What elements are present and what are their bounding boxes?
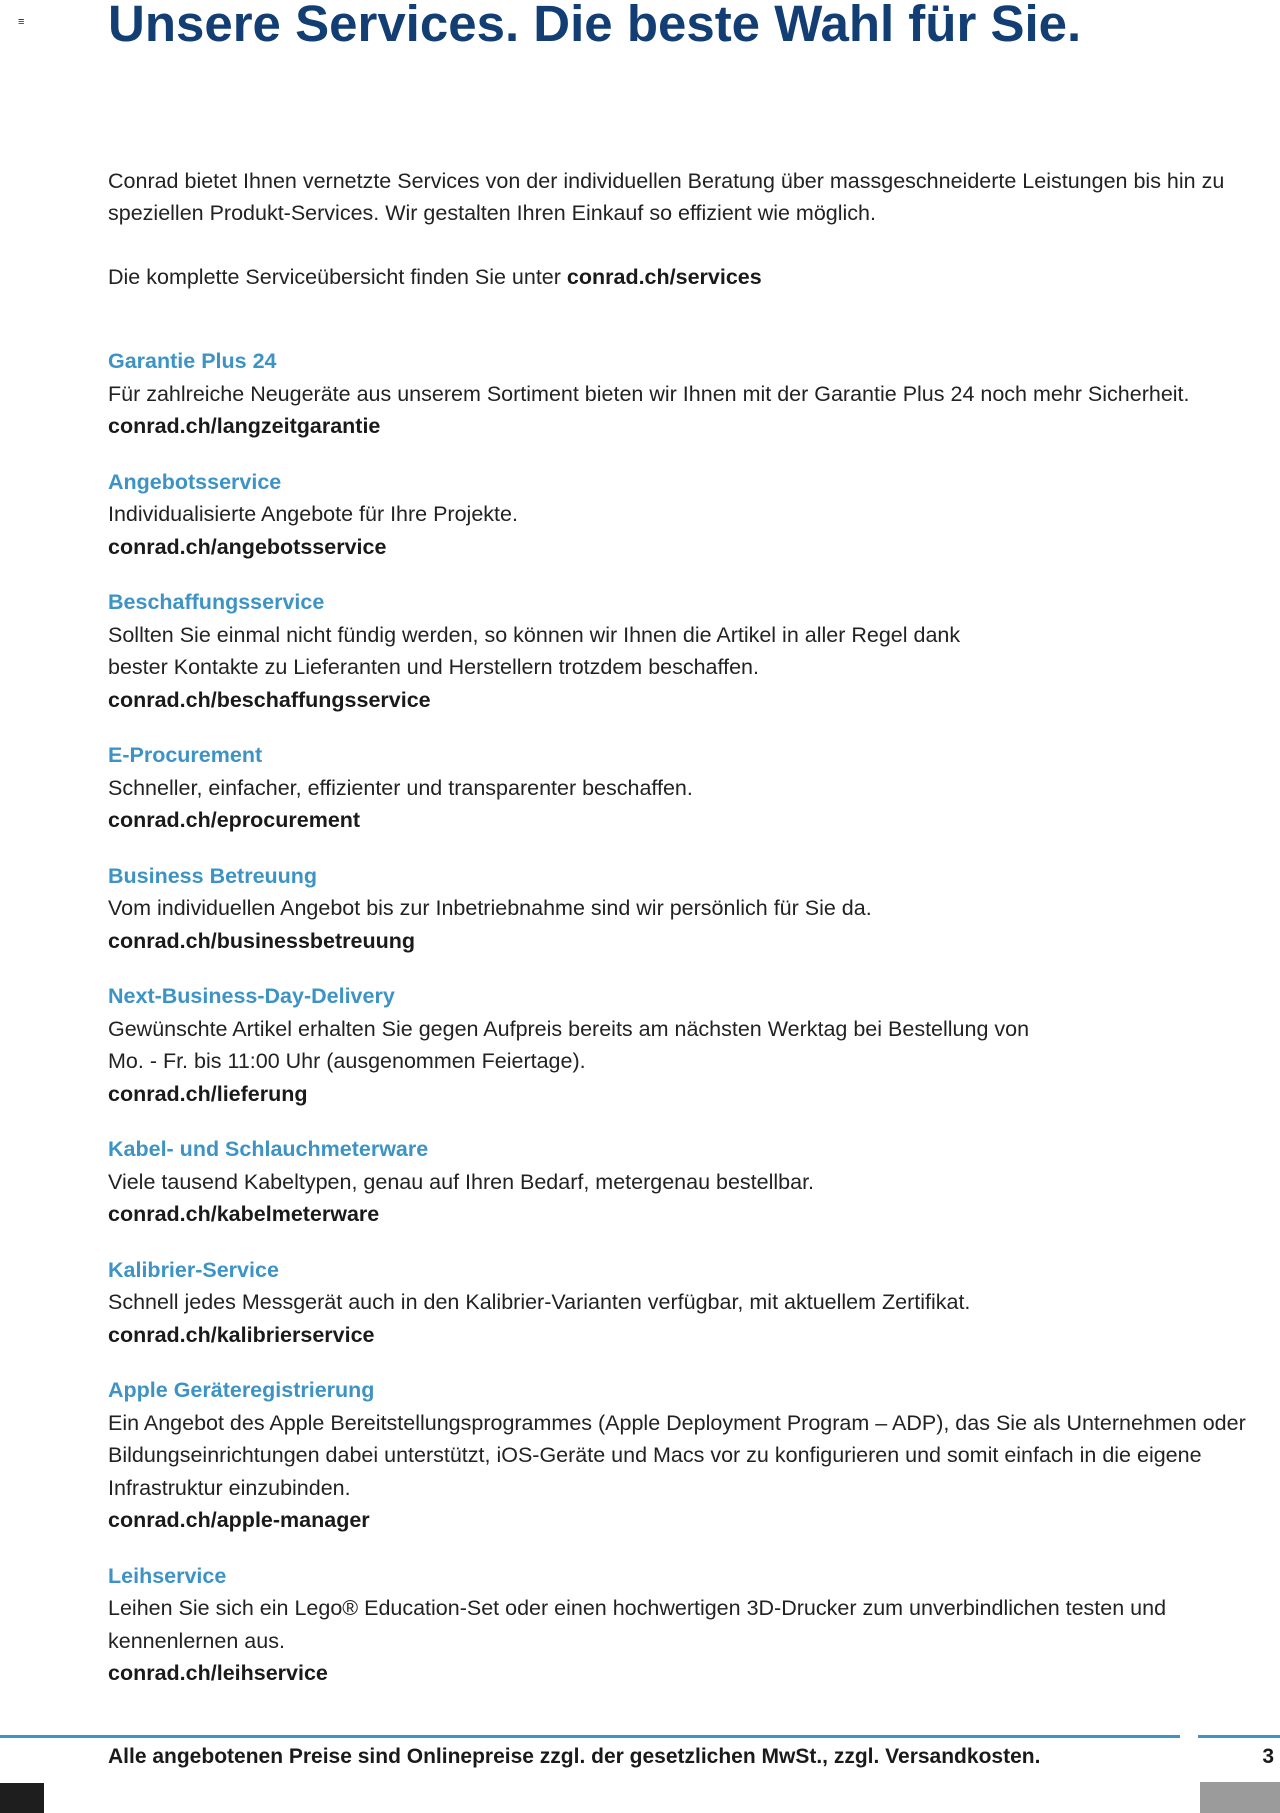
service-title: Kabel- und Schlauchmeterware <box>108 1137 429 1161</box>
service-link[interactable]: conrad.ch/apple-manager <box>108 1508 370 1532</box>
service-link[interactable]: conrad.ch/kabelmeterware <box>108 1202 380 1226</box>
service-item <box>108 1254 1278 1352</box>
service-description: Ein Angebot des Apple Bereitstellungsprogrammes (Apple Deployment Program – ADP), das Sie als Unternehmen oder Bildungseinrichtungen dabei unterstützt, iOS-Geräte und Macs vor zu konfigurieren und somit einfach in die eigene Infrastruktur einzubinden. <box>108 1410 1246 1500</box>
footer-divider <box>0 1735 1180 1738</box>
services-list <box>108 345 1278 1713</box>
service-description: Für zahlreiche Neugeräte aus unserem Sortiment bieten wir Ihnen mit der Garantie Plus 24 noch mehr Sicherheit. <box>108 381 1190 406</box>
service-item <box>108 739 1278 837</box>
corner-mark-left <box>0 1783 44 1813</box>
service-title: Apple Geräteregistrierung <box>108 1378 375 1402</box>
service-link[interactable]: conrad.ch/angebotsservice <box>108 534 387 559</box>
overview-line <box>108 261 1278 293</box>
service-item <box>108 466 1278 564</box>
service-title: Business Betreuung <box>108 863 318 888</box>
service-link[interactable]: conrad.ch/businessbetreuung <box>108 928 416 953</box>
intro-section <box>108 165 1278 293</box>
service-title: Beschaffungsservice <box>108 590 325 614</box>
footer-note: Alle angebotenen Preise sind Onlinepreise zzgl. der gesetzlichen MwSt., zzgl. Versandkosten. <box>108 1745 1041 1768</box>
services-link[interactable]: conrad.ch/services <box>566 265 762 289</box>
service-title: Next-Business-Day-Delivery <box>108 984 395 1008</box>
intro-text: Conrad bietet Ihnen vernetzte Services von der individuellen Beratung über massgeschneiderte Leistungen bis hin zu speziellen Produkt-Services. Wir gestalten Ihren Einkauf so effizient wie möglich. <box>108 169 1225 225</box>
service-item <box>108 1374 1278 1537</box>
service-description: Gewünschte Artikel erhalten Sie gegen Aufpreis bereits am nächsten Werktag bei Bestellung von Mo. - Fr. bis 11:00 Uhr (ausgenommen Feiertage). <box>108 1016 1030 1073</box>
service-title: Leihservice <box>108 1563 227 1588</box>
service-title: Garantie Plus 24 <box>108 349 277 373</box>
service-link[interactable]: conrad.ch/beschaffungsservice <box>108 687 431 712</box>
service-item <box>108 345 1278 443</box>
service-link[interactable]: conrad.ch/eprocurement <box>108 808 361 832</box>
page-title: Unsere Services. Die beste Wahl für Sie. <box>108 0 1082 52</box>
service-title: Kalibrier-Service <box>108 1257 279 1282</box>
service-description: Viele tausend Kabeltypen, genau auf Ihren Bedarf, metergenau bestellbar. <box>108 1169 815 1194</box>
service-description: Individualisierte Angebote für Ihre Projekte. <box>108 502 518 526</box>
service-item <box>108 980 1278 1110</box>
service-item <box>108 860 1278 958</box>
service-description: Schnell jedes Messgerät auch in den Kalibrier-Varianten verfügbar, mit aktuellem Zertifikat. <box>108 1290 971 1314</box>
service-item <box>108 1133 1278 1231</box>
service-link[interactable]: conrad.ch/leihservice <box>108 1661 328 1685</box>
service-item <box>108 586 1278 716</box>
service-description: Schneller, einfacher, effizienter und transparenter beschaffen. <box>108 775 693 800</box>
corner-mark-right <box>1200 1782 1280 1813</box>
page-number: 3 <box>1262 1745 1274 1768</box>
service-description: Sollten Sie einmal nicht fündig werden, so können wir Ihnen die Artikel in aller Regel dank bester Kontakte zu Lieferanten und Herstellern trotzdem beschaffen. <box>108 622 961 679</box>
service-title: Angebotsservice <box>108 469 282 494</box>
service-link[interactable]: conrad.ch/lieferung <box>108 1081 308 1106</box>
menu-icon[interactable]: ≡ <box>18 16 25 28</box>
service-description: Vom individuellen Angebot bis zur Inbetriebnahme sind wir persönlich für Sie da. <box>108 896 872 920</box>
overview-text: Die komplette Serviceübersicht finden Sie unter <box>108 265 567 289</box>
service-description: Leihen Sie sich ein Lego® Education-Set oder einen hochwertigen 3D-Drucker zum unverbindlichen testen und kennenlernen aus. <box>108 1596 1167 1653</box>
footer-divider-right <box>1198 1735 1280 1738</box>
service-link[interactable]: conrad.ch/langzeitgarantie <box>108 414 381 438</box>
service-title: E-Procurement <box>108 743 263 767</box>
service-item <box>108 1560 1278 1690</box>
service-link[interactable]: conrad.ch/kalibrierservice <box>108 1322 375 1347</box>
